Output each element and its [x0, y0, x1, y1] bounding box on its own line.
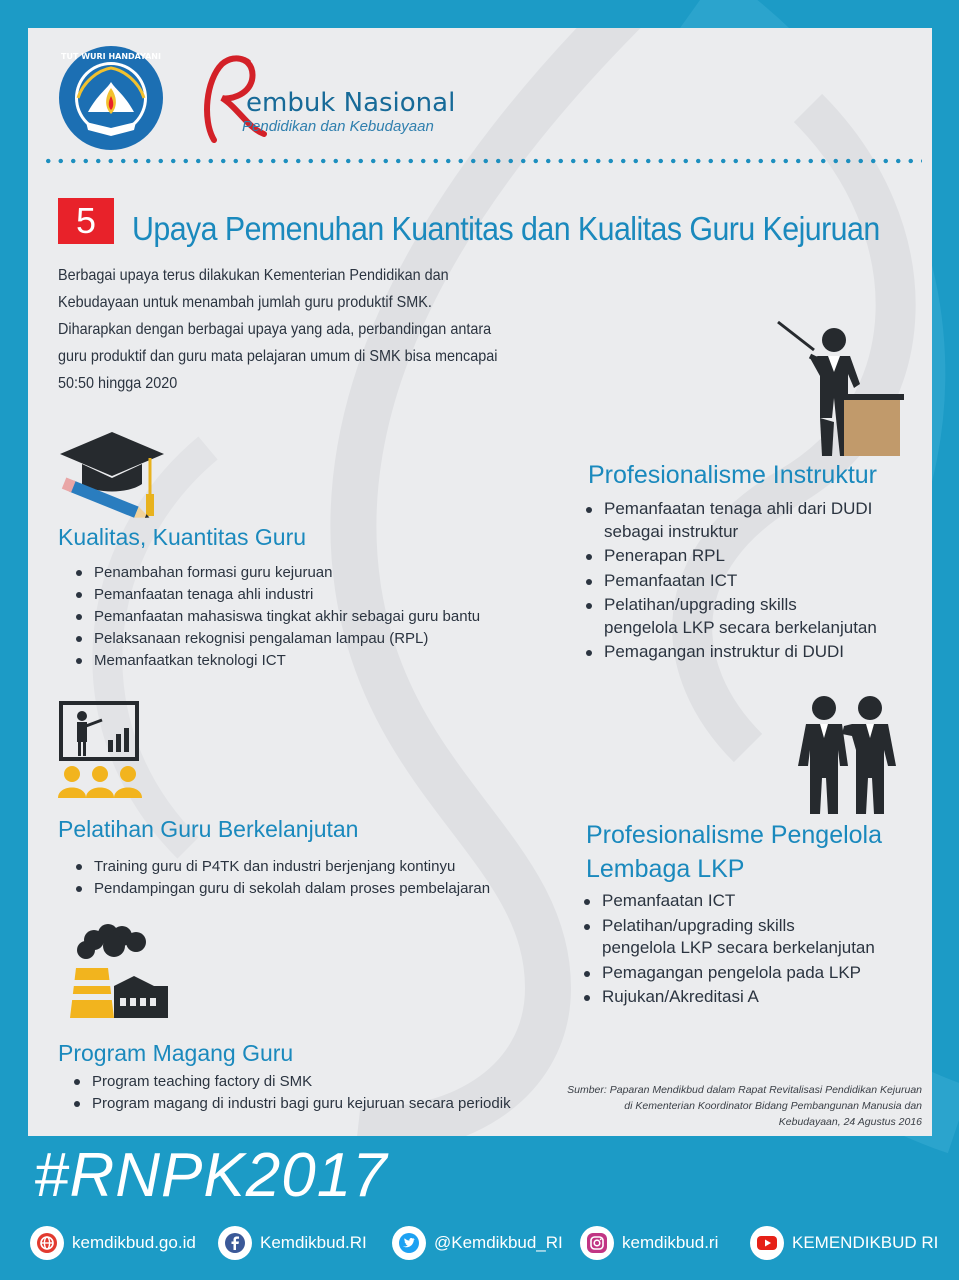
- brand-subtitle: Pendidikan dan Kebudayaan: [242, 118, 434, 135]
- intro-line: 50:50 hingga 2020: [58, 375, 178, 392]
- section-title-line: Profesionalisme Pengelola: [586, 821, 883, 849]
- list-item-line: Rujukan/Akreditasi A: [602, 987, 759, 1006]
- twitter-icon: [392, 1226, 426, 1260]
- section-title-pengelola: [586, 818, 882, 886]
- list-item: Pemanfaatan mahasiswa tingkat akhir sebagai guru bantu: [76, 606, 480, 628]
- list-item: [586, 545, 877, 568]
- section-number-badge: 5: [58, 198, 114, 244]
- social-website[interactable]: [30, 1224, 196, 1262]
- section-title-instruktur: Profesionalisme Instruktur: [588, 461, 878, 489]
- list-item: Memanfaatkan teknologi ICT: [76, 650, 480, 672]
- instagram-icon: [580, 1226, 614, 1260]
- social-instagram[interactable]: [580, 1224, 718, 1262]
- list-item: Program magang di industri bagi guru kejuruan secara periodik: [74, 1093, 511, 1115]
- social-label: Kemdikbud.RI: [260, 1233, 367, 1252]
- list-item-line: Pemanfaatan tenaga ahli dari DUDI: [604, 499, 873, 518]
- intro-line: Berbagai upaya terus dilakukan Kementerian Pendidikan dan: [58, 267, 449, 284]
- list-item-line: sebagai instruktur: [604, 521, 739, 541]
- social-label: @Kemdikbud_RI: [434, 1233, 563, 1252]
- list-item: Pemanfaatan tenaga ahli industri: [76, 584, 480, 606]
- pelatihan-list: [76, 856, 490, 900]
- source-line: di Kementerian Koordinator Bidang Pembangunan Manusia dan: [624, 1100, 922, 1112]
- list-item-line: Pemagangan pengelola pada LKP: [602, 962, 861, 982]
- instructor-pointer-icon: [774, 318, 904, 458]
- training-presentation-icon: [58, 700, 142, 800]
- list-item: [584, 890, 875, 913]
- section-title-magang: Program Magang Guru: [58, 1040, 294, 1066]
- list-item-line: pengelola LKP secara berkelanjutan: [602, 938, 875, 957]
- factory-icon: [64, 924, 168, 1020]
- pengelola-list: [584, 890, 875, 1011]
- list-item-line: Penerapan RPL: [604, 546, 725, 565]
- list-item: [586, 498, 877, 543]
- social-youtube[interactable]: [750, 1224, 938, 1262]
- list-item-line: Pemanfaatan ICT: [602, 891, 736, 910]
- source-note: [502, 1082, 922, 1130]
- list-item: Pelaksanaan rekognisi pengalaman lampau (RPL): [76, 628, 480, 650]
- list-item: Penambahan formasi guru kejuruan: [76, 562, 480, 584]
- list-item: [584, 986, 875, 1009]
- list-item: [584, 915, 875, 960]
- instruktur-list: [586, 498, 877, 666]
- two-managers-icon: [794, 694, 900, 816]
- social-label: kemdikbud.ri: [622, 1233, 719, 1252]
- list-item: Training guru di P4TK dan industri berjenjang kontinyu: [76, 856, 490, 878]
- section-title-kualitas: Kualitas, Kuantitas Guru: [58, 524, 307, 550]
- list-item-line: pengelola LKP secara berkelanjutan: [604, 617, 877, 637]
- social-label: kemdikbud.go.id: [72, 1233, 196, 1252]
- intro-line: Kebudayaan untuk menambah jumlah guru produktif SMK.: [58, 294, 432, 311]
- intro-line: guru produktif dan guru mata pelajaran umum di SMK bisa mencapai: [58, 348, 498, 365]
- list-item: [586, 594, 877, 639]
- list-item: [584, 962, 875, 985]
- social-twitter[interactable]: [392, 1224, 563, 1262]
- list-item-line: Pelatihan/upgrading skills: [602, 915, 795, 935]
- section-title-pelatihan: Pelatihan Guru Berkelanjutan: [58, 816, 359, 842]
- list-item: [586, 641, 877, 664]
- globe-icon: [30, 1226, 64, 1260]
- hashtag: #RNPK2017: [34, 1141, 388, 1210]
- dotted-divider: [42, 158, 922, 164]
- page-title: Upaya Pemenuhan Kuantitas dan Kualitas Guru Kejuruan: [132, 210, 880, 247]
- kualitas-list: [76, 562, 480, 672]
- content-panel: [28, 28, 932, 1136]
- source-line: Kebudayaan, 24 Agustus 2016: [778, 1116, 922, 1128]
- list-item-line: Pemagangan instruktur di DUDI: [604, 642, 845, 661]
- section-title-line: Lembaga LKP: [586, 855, 745, 883]
- logo-ring-text: TUT WURI HANDAYANI: [61, 52, 161, 61]
- magang-list: [74, 1071, 511, 1115]
- facebook-icon: [218, 1226, 252, 1260]
- youtube-icon: [750, 1226, 784, 1260]
- source-line: Sumber: Paparan Mendikbud dalam Rapat Revitalisasi Pendidikan Kejuruan: [567, 1084, 922, 1096]
- social-facebook[interactable]: [218, 1224, 367, 1262]
- graduation-cap-pencil-icon: [56, 428, 168, 524]
- list-item: Pendampingan guru di sekolah dalam proses pembelajaran: [76, 878, 490, 900]
- tut-wuri-handayani-logo: [58, 42, 164, 154]
- social-label: KEMENDIKBUD RI: [792, 1233, 939, 1252]
- brand-title: embuk Nasional: [246, 88, 456, 118]
- list-item-line: Pemanfaatan ICT: [604, 570, 738, 590]
- list-item-line: Pelatihan/upgrading skills: [604, 595, 797, 614]
- list-item: Program teaching factory di SMK: [74, 1071, 511, 1093]
- intro-paragraph: [58, 262, 558, 397]
- list-item: [586, 570, 877, 593]
- intro-line: Diharapkan dengan berbagai upaya yang ada, perbandingan antara: [58, 321, 492, 338]
